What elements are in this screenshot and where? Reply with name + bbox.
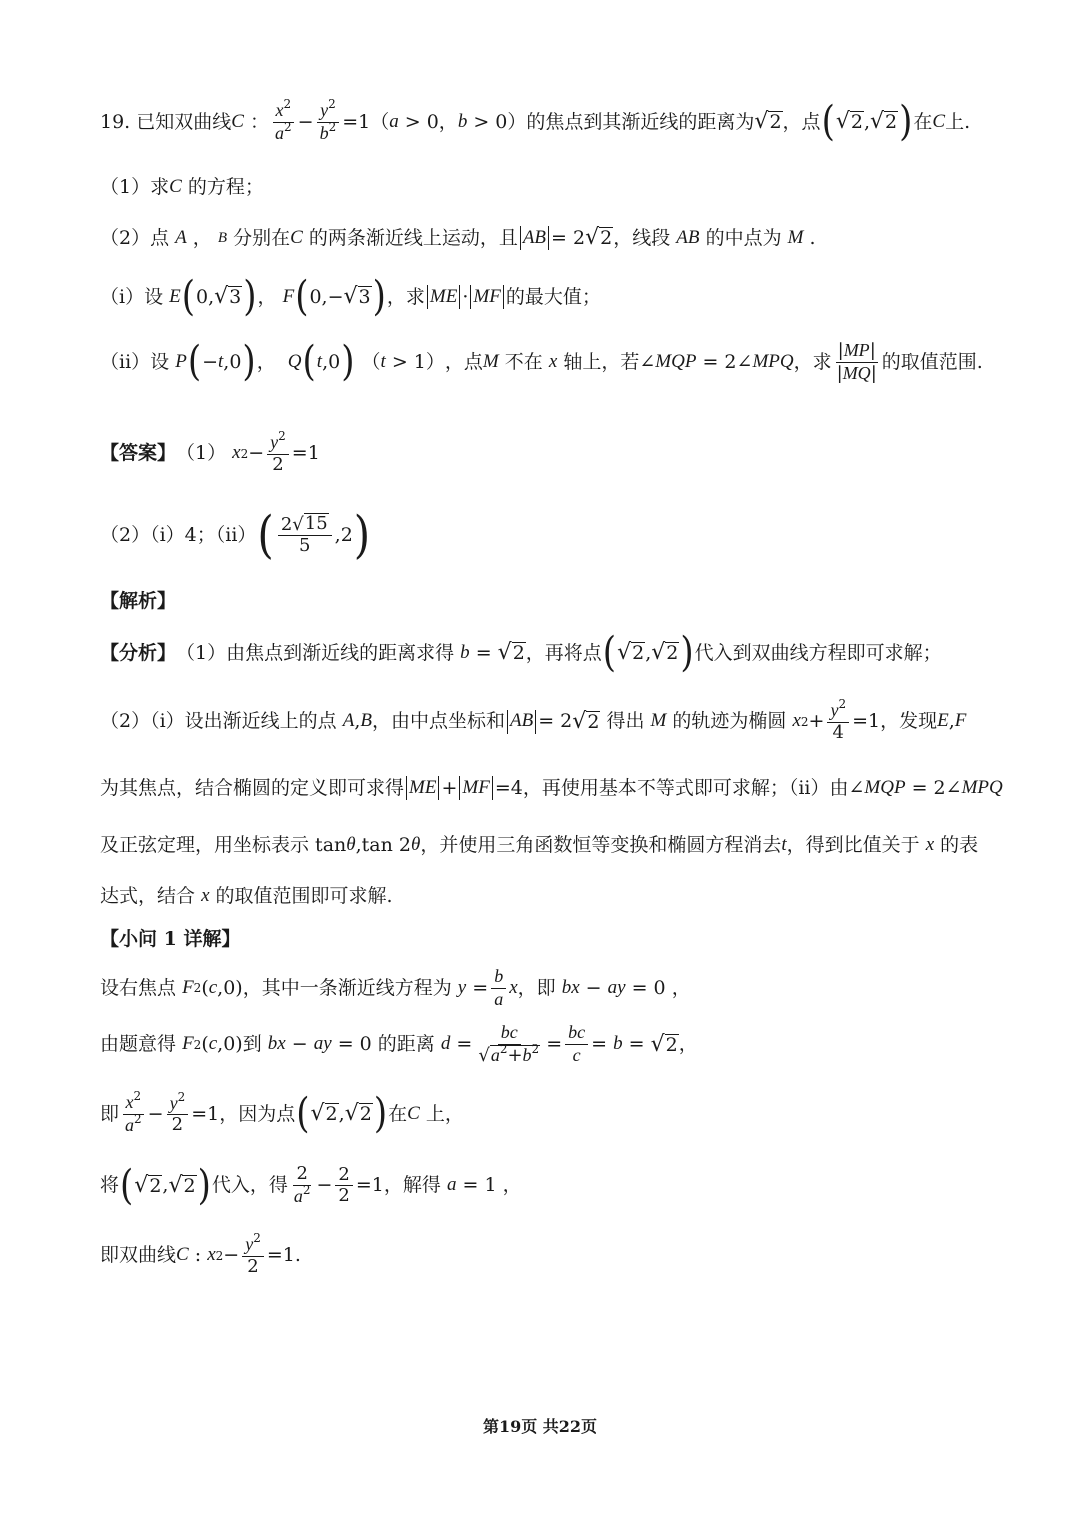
fraction: $\frac{y^2}{2}$ (167, 1093, 189, 1136)
problem-qii: （ii）设 P ( − t ,0 ) ， Q ( t ,0 ) （ t > 1） ，点 M 不在 x 轴上，若 ∠ MQP = 2∠ MPQ ，求 $\frac{|MP|}{|MQ|}$ 的取值范围. (100, 338, 983, 387)
fraction: $\frac{y^2}{b^2}$ (317, 100, 340, 144)
fraction: $\frac{b}{a}$ (491, 966, 506, 1010)
answer-tag: 【答案】 (100, 442, 177, 465)
fraction: $\frac{|MP|}{|MQ|}$ (836, 340, 877, 384)
analysis-line-5: 达式，结合 x 的取值范围即可求解. (100, 885, 393, 907)
answer-line-1: 【答案】 （1） x 2 − $\frac{y^2}{2}$ =1 (100, 429, 320, 475)
answer-line-2: （2）（i）4；（ii） ( 2 √ 15 5 ,2 ) (100, 505, 371, 564)
problem-mid1: 的焦点到其渐近线的距离为 (526, 110, 755, 133)
problem-intro: 19. 已知双曲线 (100, 110, 232, 133)
fraction: $\frac{y^2}{2}$ (242, 1234, 264, 1277)
fraction: $\frac{y^2}{2}$ (267, 432, 289, 475)
fraction: $\frac{2}{a^2}$ (293, 1163, 311, 1206)
fraction: $\frac{x^2}{a^2}$ (272, 100, 295, 144)
fraction: $\frac{bc}{c}$ (565, 1022, 588, 1066)
detail-tag: 【小问 1 详解】 (100, 928, 241, 950)
analysis-line-4: 及正弦定理，用坐标表示 tan θ ,tan 2 θ ，并使用三角函数恒等变换和椭圆方程消去 t ，得到比值关于 x 的表 (100, 834, 979, 856)
problem-q1: （1）求 C 的方程； (100, 176, 264, 198)
detail-line-1: 设右焦点 F 2 ( c ,0) ，其中一条渐近线方程为 y = $\frac{b}{a}$ x ，即 bx − ay = 0 ， (100, 966, 691, 1009)
analysis-line-2: （2）（i）设出渐近线上的点 A , B ，由中点坐标和 AB = 2 √ 2 得出 M 的轨迹为椭圆 x 2 + $\frac{y^2}{4}$ =1 ，发现 E , F (100, 697, 967, 743)
analysis-tag: 【解析】 (100, 590, 177, 612)
fraction: $\frac{x^2}{a^2}$ (122, 1092, 145, 1136)
problem-q2: （2）点 A ， B 分别在 C 的两条渐近线上运动，且 AB = 2 √ 2 ，线段 AB 的中点为 M . (100, 225, 816, 250)
problem-end: 上. (945, 110, 971, 133)
fraction: $\frac{2}{2}$ (335, 1165, 352, 1207)
fraction: 2 √ 15 5 (278, 513, 332, 557)
detail-line-3: 即 $\frac{x^2}{a^2}$ − $\frac{y^2}{2}$ =1 ，因为点 ( √ 2 , √ 2 ) 在 C 上， (100, 1089, 464, 1139)
problem-line-1: 19. 已知双曲线 C ： $\frac{x^2}{a^2}$ − $\frac{y^2}{b^2}$ =1（ a > 0， b > 0） 的焦点到其渐近线的距离为 √ 2 ，点 ( √ 2 , √ 2 ) 在 C 上. (100, 97, 971, 147)
fraction: bc √ $a^2+b^2$ (478, 1022, 540, 1067)
page-number: 第19页 共22页 (482, 1417, 598, 1436)
problem-qi: （i）设 E ( 0, √ 3 ) ， F ( 0,− √ 3 ) ，求 ME · MF 的最大值； (100, 273, 601, 321)
analysis-line-3: 为其焦点，结合椭圆的定义即可求得 ME + MF =4 ，再使用基本不等式即可求解；（ii）由 ∠ MQP = 2∠ MPQ (100, 776, 1003, 799)
detail-line-4: 将 ( √ 2 , √ 2 ) 代入，得 $\frac{2}{a^2}$ − $\frac{2}{2}$ =1 ，解得 a = 1 ， (100, 1161, 522, 1210)
analysis-line-1: 【分析】 （1）由焦点到渐近线的距离求得 b = √ 2 ，再将点 ( √ 2 , √ 2 ) 代入到双曲线方程即可求解； (100, 629, 942, 677)
fraction: $\frac{y^2}{4}$ (827, 700, 849, 743)
problem-mid2: ，点 (782, 110, 821, 133)
detail-line-5: 即双曲线 C : x 2 − $\frac{y^2}{2}$ =1 . (100, 1231, 301, 1277)
detail-line-2: 由题意得 F 2 ( c ,0) 到 bx − ay = 0 的距离 d = bc √ $a^2+b^2$ = $\frac{bc}{c}$ = b = √ 2 ， (100, 1022, 698, 1067)
